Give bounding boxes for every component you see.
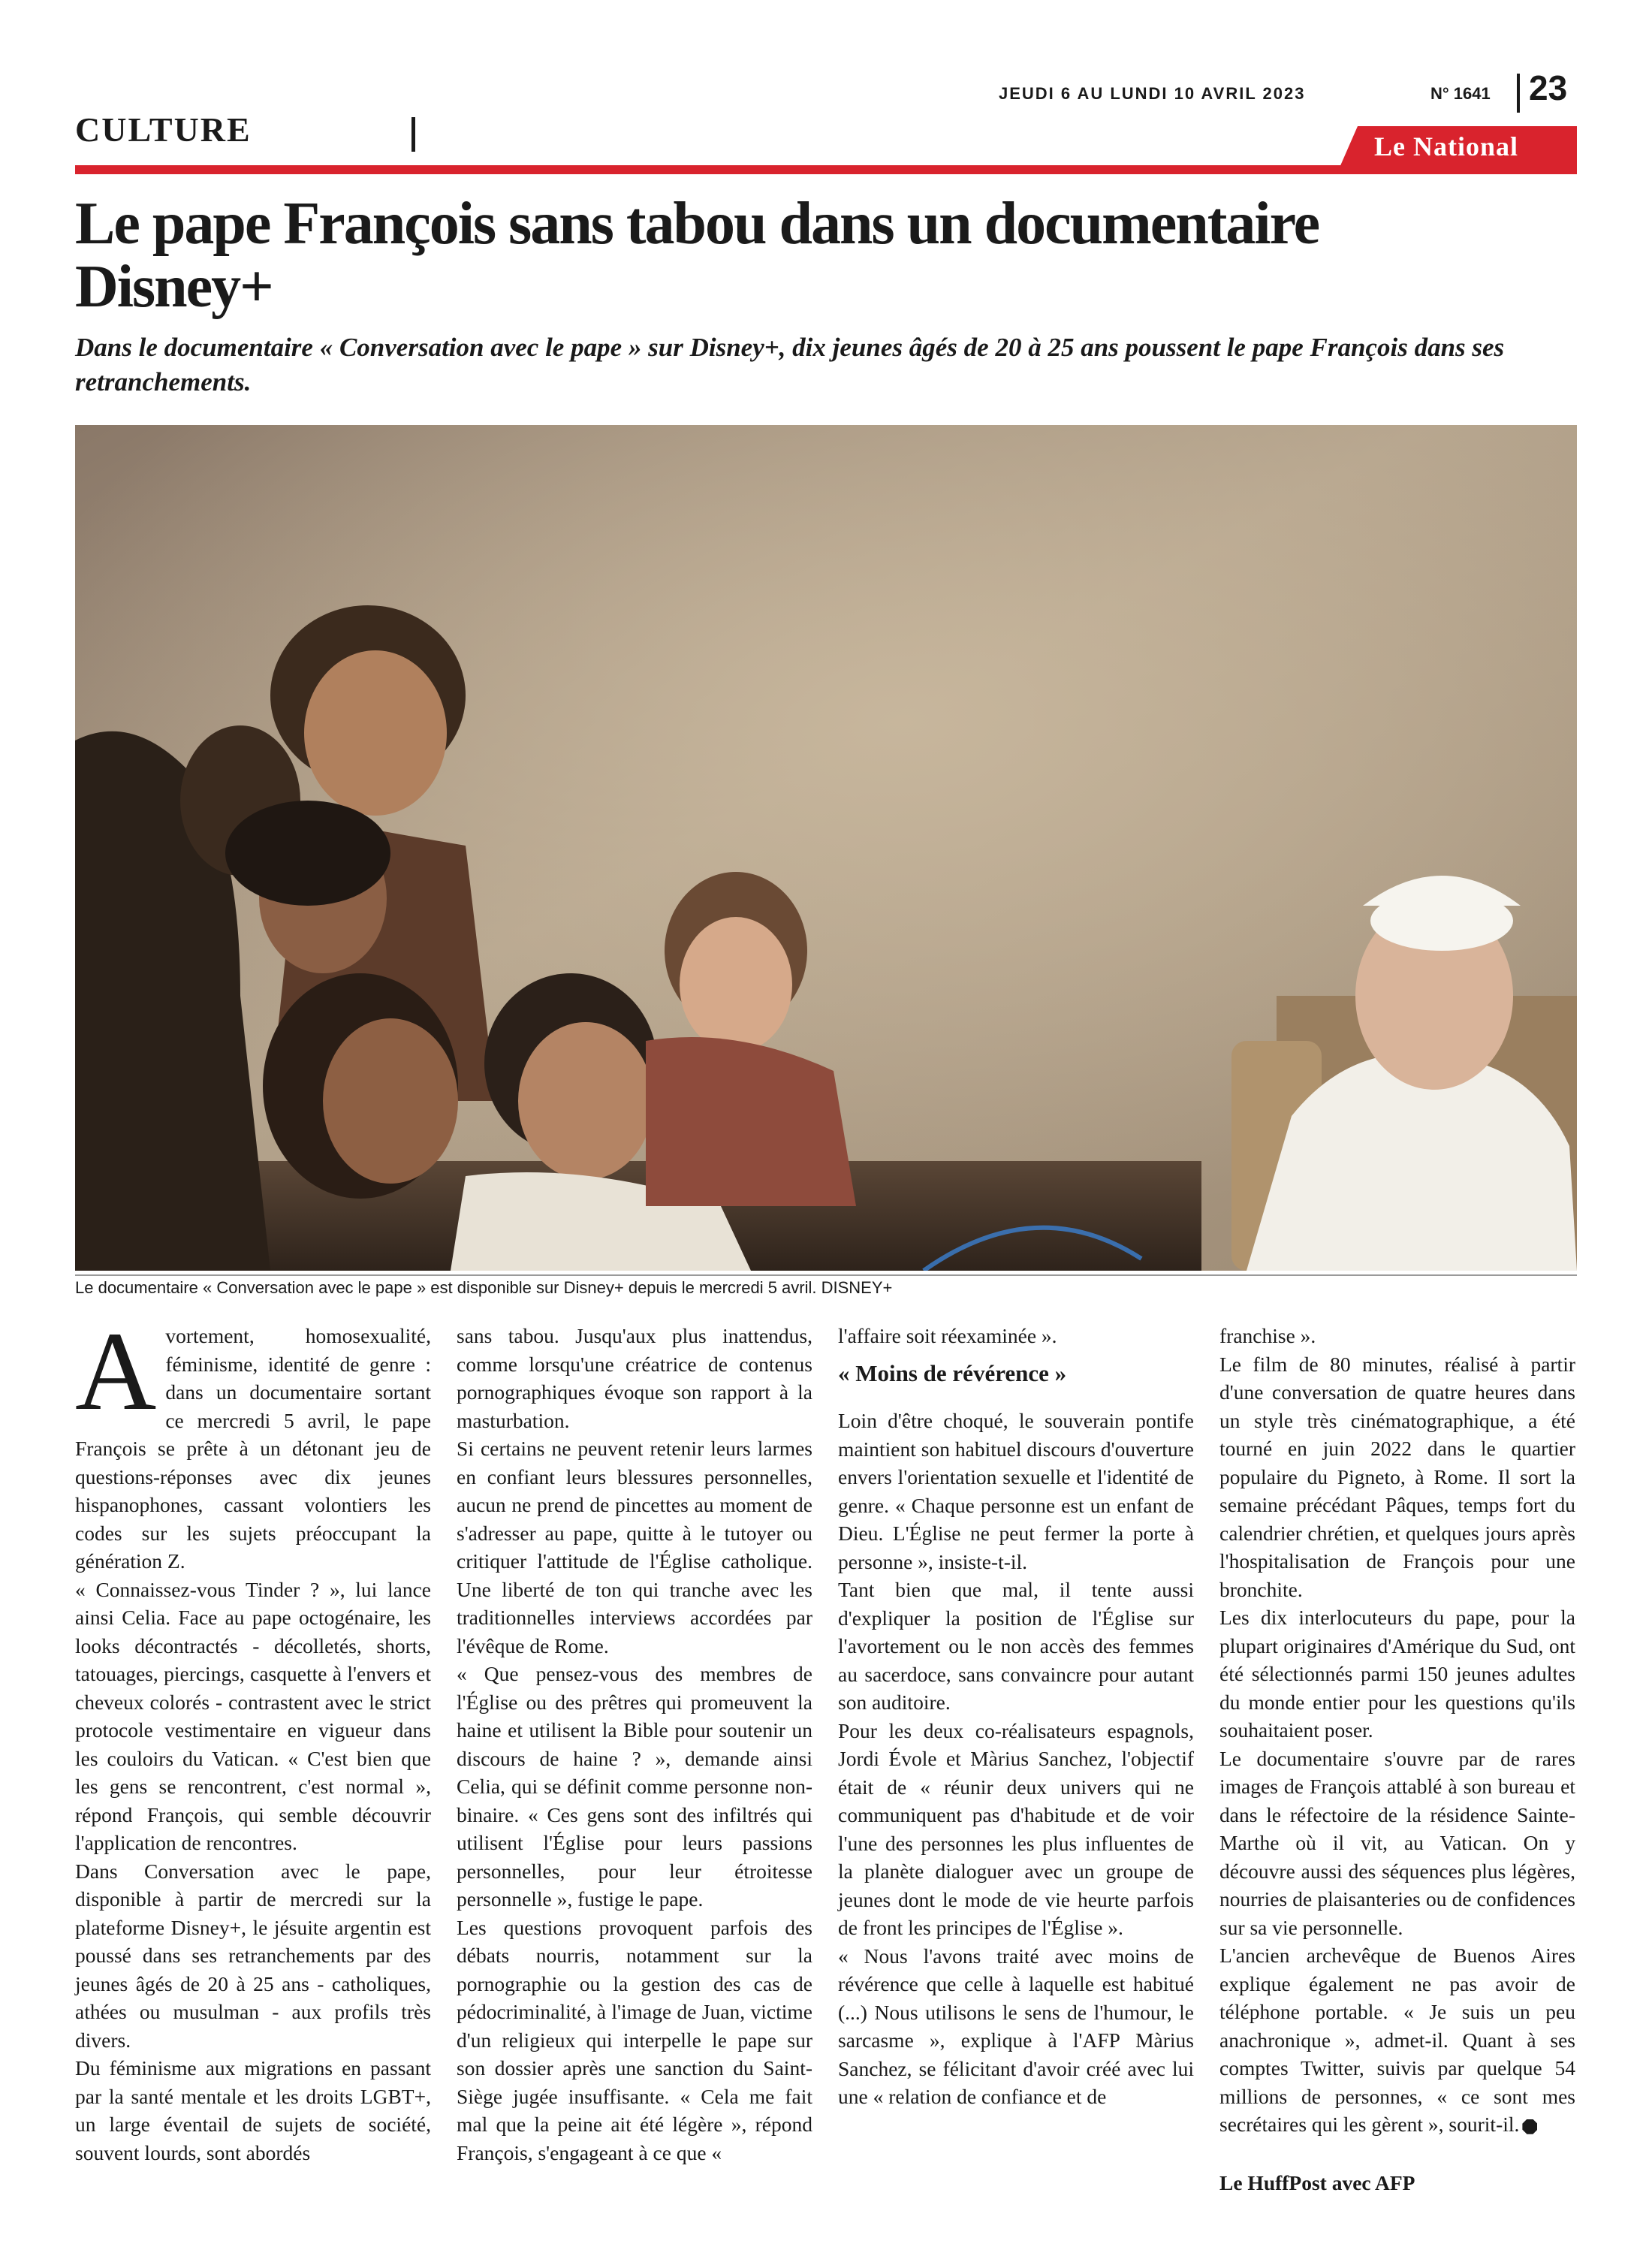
paragraph: Les dix interlocuteurs du pape, pour la plupart originaires d'Amérique du Sud, ont été sélectionnés parmi 150 jeunes adultes du monde entier pour les questions qu'ils souhaitaient poser. <box>1219 1606 1575 1742</box>
paragraph: Le film de 80 minutes, réalisé à partir d'une conversation de quatre heures dans un style très cinématographique, a été tourné en juin 2022 dans le quartier populaire du Pigneto, à Rome. Il sort la semaine précédant Pâques, temps fort du calendrier chrétien, et quelques jours après l'hospitalisation de François pour une bronchite. <box>1219 1352 1575 1601</box>
paragraph: Tant bien que mal, il tente aussi d'expliquer la position de l'Église sur l'avortement ou le non accès des femmes au sacerdoce, sans convaincre pour autant son auditoire. <box>838 1578 1194 1714</box>
paragraph: Dans Conversation avec le pape, disponible à partir de mercredi sur la plateforme Disney+, le jésuite argentin est poussé dans ses retranchements par des jeunes âgés de 20 à 25 ans - catholiques, athées ou musulman - aux profils très divers. <box>75 1859 431 2052</box>
article-column-3 <box>838 1322 1194 2111</box>
paragraph: « Nous l'avons traité avec moins de révérence que celle à laquelle est habitué (...) Nous utilisons le sens de l'humour, le sarcasme », explique à l'AFP Màrius Sanchez, se félicitant d'avoir créé avec lui une « relation de confiance et de <box>838 1944 1194 2108</box>
article-column-2 <box>457 1322 812 2167</box>
section-divider <box>411 117 415 152</box>
section-label: CULTURE <box>75 110 252 149</box>
paragraph: Le documentaire s'ouvre par de rares images de François attablé à son bureau et dans le réfectoire de la résidence Sainte-Marthe où il vit, au Vatican. On y découvre aussi des séquences plus légères, nourries de plaisanteries ou de confidences sur sa vie personnelle. <box>1219 1746 1575 1939</box>
photo-illustration <box>75 425 1577 1271</box>
paragraph: Loin d'être choqué, le souverain pontife maintient son habituel discours d'ouverture envers l'orientation sexuelle et l'identité de genre. « Chaque personne est un enfant de Dieu. L'Église ne peut fermer la porte à personne », insiste-t-il. <box>838 1409 1194 1573</box>
brand-name: Le National <box>1374 131 1519 161</box>
drop-cap: A <box>75 1309 157 1434</box>
photo-caption: Le documentaire « Conversation avec le pape » est disponible sur Disney+ depuis le mercredi 5 avril. DISNEY+ <box>75 1278 893 1297</box>
page-number-divider <box>1517 74 1520 113</box>
paragraph: Les questions provoquent parfois des débats nourris, notamment sur la pornographie ou la gestion des cas de pédocriminalité, à l'image de Juan, victime d'un religieux qui interpelle le pape sur son dossier après une sanction du Saint-Siège jugée insuffisante. « Cela me fait mal que la peine ait été légère », répond François, s'engageant à ce que « <box>457 1915 812 2164</box>
paragraph: Pour les deux co-réalisateurs espagnols, Jordi Évole et Màrius Sanchez, l'objectif était de « réunir deux univers qui ne communiquent pas d'habitude et de voir l'une des personnes les plus influentes de la planète dialoguer avec un groupe de jeunes dont le mode de vie heurte parfois de front les principes de l'Église ». <box>838 1718 1194 1939</box>
article-lead: Dans le documentaire « Conversation avec le pape » sur Disney+, dix jeunes âgés de 20 à 25 ans poussent le pape François dans ses retranchements. <box>75 333 1505 397</box>
article-title: Le pape François sans tabou dans un documentaire Disney+ <box>75 191 1319 320</box>
article-column-1 <box>75 1309 431 2167</box>
paragraph: Si certains ne peuvent retenir leurs larmes en confiant leurs blessures personnelles, aucun ne prend de pincettes au moment de s'adresser au pape, quitte à le tutoyer ou critiquer l'attitude de l'Église catholique. Une liberté de ton qui tranche avec les traditionnelles interviews accordées par l'évêque de Rome. <box>457 1437 812 1657</box>
article-photo <box>75 425 1577 1271</box>
paragraph-text: L'ancien archevêque de Buenos Aires explique également ne pas avoir de téléphone portable. « Je suis un peu anachronique », admet-il. Quant à ses comptes Twitter, suivis par quelque 54 millions de personnes, « ce sont mes secrétaires qui les gèrent », sourit-il. <box>1219 1944 1575 2136</box>
paragraph: « Que pensez-vous des membres de l'Église ou des prêtres qui promeuvent la haine et utilisent la Bible pour soutenir un discours de haine ? », demande ainsi Celia, qui se définit comme personne non-binaire. « Ces gens sont des infiltrés qui utilisent l'Église pour leurs passions personnelles, pour leur étroitesse personnelle », fustige le pape. <box>457 1662 812 1911</box>
paragraph: Du féminisme aux migrations en passant par la santé mentale et les droits LGBT+, un large éventail de sujets de société, souvent lourds, sont abordés <box>75 2056 431 2164</box>
caption-rule <box>75 1274 1577 1276</box>
page-number: 23 <box>1529 68 1568 107</box>
paragraph: « Connaissez-vous Tinder ? », lui lance ainsi Celia. Face au pape octogénaire, les looks décontractés - décolletés, shorts, tatouages, piercings, casquette à l'envers et cheveux colorés - contrastent avec le strict protocole vestimentaire en vigueur dans les couloirs du Vatican. « C'est bien que les gens se rencontrent, c'est normal », répond François, qui semble découvrir l'application de rencontres. <box>75 1577 431 1854</box>
end-mark-icon <box>1522 2119 1537 2134</box>
paragraph: franchise ». <box>1219 1324 1316 1347</box>
paragraph: sans tabou. Jusqu'aux plus inattendus, comme lorsqu'une créatrice de contenus pornographiques évoque son rapport à la masturbation. <box>457 1324 812 1432</box>
issue-date: JEUDI 6 AU LUNDI 10 AVRIL 2023 <box>999 84 1306 103</box>
paragraph: vortement, homosexualité, féminisme, identité de genre : dans un documentaire sortant ce mercredi 5 avril, le pape François se prête à un détonant jeu de questions-réponses avec dix jeunes hispanophones, cassant volontiers les codes sur les sujets préoccupant la génération Z. <box>75 1324 431 1573</box>
article-column-4 <box>1219 1322 1575 2197</box>
issue-number: N° 1641 <box>1430 84 1491 103</box>
paragraph: l'affaire soit réexaminée ». <box>838 1324 1057 1347</box>
subheading: « Moins de révérence » <box>838 1359 1067 1386</box>
article-signature: Le HuffPost avec AFP <box>1219 2170 1415 2194</box>
paragraph-last <box>1219 1941 1575 2139</box>
